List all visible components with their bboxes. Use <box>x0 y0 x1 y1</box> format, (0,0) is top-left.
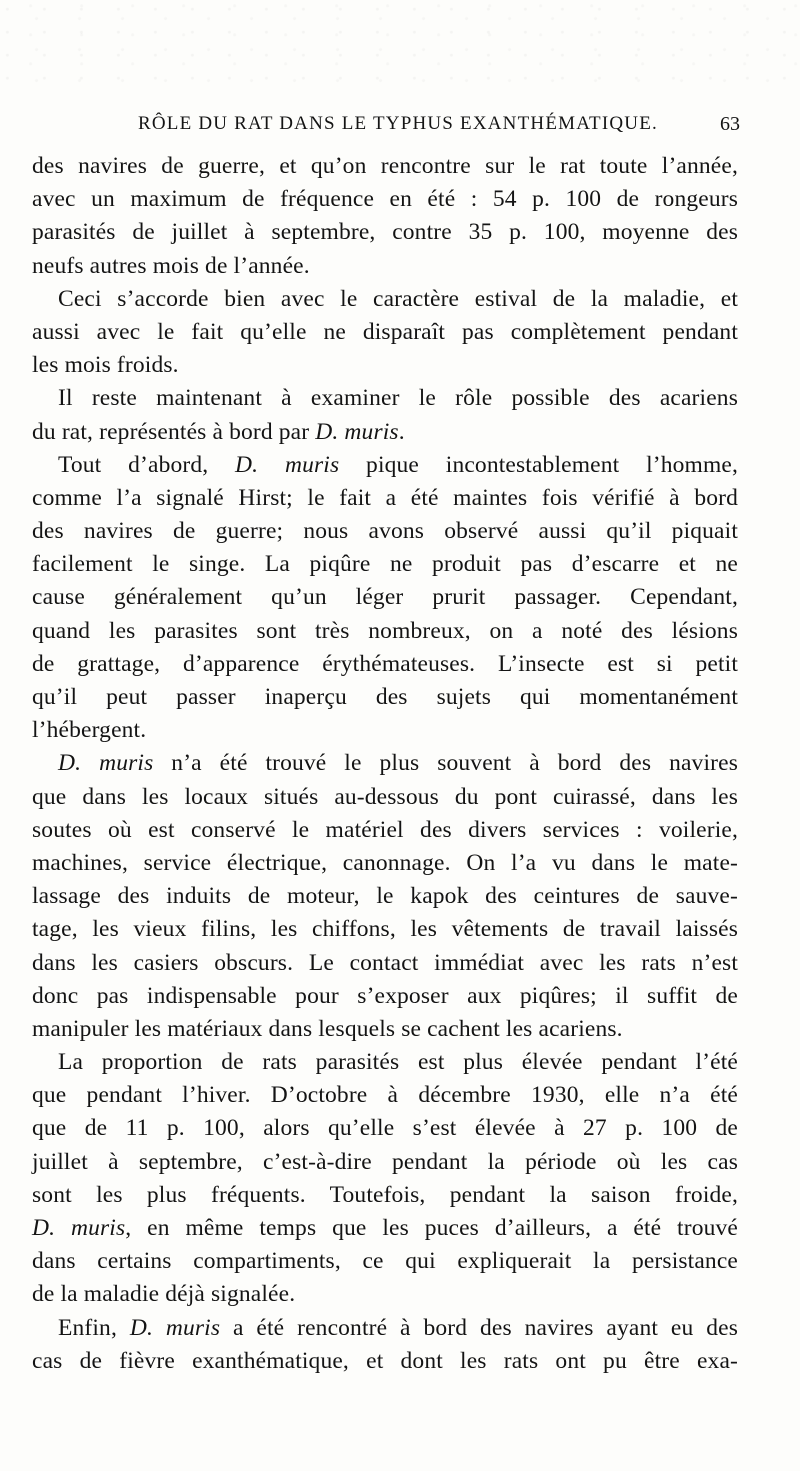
text-line: dans les casiers obscurs. Le contact immédiat avec les rats n’est <box>32 949 738 976</box>
paper-texture <box>0 0 800 90</box>
text-line: Enfin, D. muris a été rencontré à bord des navires ayant eu des <box>58 1314 738 1341</box>
text-line: Ceci s’accorde bien avec le caractère estival de la maladie, et <box>58 285 738 312</box>
text-line: qu’il peut passer inaperçu des sujets qui momentanément <box>32 684 738 710</box>
text-line: sont les plus fréquents. Toutefois, pendant la saison froide, <box>32 1181 738 1208</box>
page-number: 63 <box>720 113 740 135</box>
text-line: neufs autres mois de l’année. <box>32 252 310 279</box>
text-line: manipuler les matériaux dans lesquels se cachent les acariens. <box>32 1015 623 1042</box>
text-line: cause généralement qu’un léger prurit passager. Cependant, <box>32 584 738 611</box>
species-name: D. muris <box>129 1314 221 1341</box>
text-line: avec un maximum de fréquence en été : 54 p. 100 de rongeurs <box>32 186 738 213</box>
species-name: D. muris <box>315 418 399 445</box>
text-line: quand les parasites sont très nombreux, on a noté des lésions <box>32 617 738 644</box>
text-line: soutes où est conservé le matériel des divers services : voilerie, <box>32 816 738 843</box>
text-line: Il reste maintenant à examiner le rôle possible des acariens <box>58 385 738 412</box>
text-line: que dans les locaux situés au-dessous du pont cuirassé, dans les <box>32 783 738 810</box>
text-line: comme l’a signalé Hirst; le fait a été maintes fois vérifié à bord <box>32 484 738 511</box>
text-line: aussi avec le fait qu’elle ne disparaît pas complètement pendant <box>32 318 738 345</box>
text-line: du rat, représentés à bord par D. muris. <box>32 418 405 445</box>
text-line: parasités de juillet à septembre, contre 35 p. 100, moyenne des <box>32 219 738 246</box>
text-line: les mois froids. <box>32 352 179 379</box>
text-line: Tout d’abord, D. muris pique incontestablement l’homme, <box>58 451 738 478</box>
text-line: facilement le singe. La piqûre ne produit pas d’escarre et ne <box>32 551 738 578</box>
text-line: l’hébergent. <box>32 717 147 744</box>
species-name: D. muris <box>235 451 340 478</box>
text-line: que de 11 p. 100, alors qu’elle s’est élevée à 27 p. 100 de <box>32 1115 738 1142</box>
text-line: de la maladie déjà signalée. <box>32 1281 296 1308</box>
text-line: lassage des induits de moteur, le kapok des ceintures de sauve- <box>32 883 738 910</box>
species-name: D. muris <box>32 1215 126 1241</box>
text-line: de grattage, d’apparence érythémateuses. L’insecte est si petit <box>32 650 738 677</box>
text-line: cas de fièvre exanthématique, et dont les rats ont pu être exa- <box>32 1347 738 1374</box>
text-line: des navires de guerre; nous avons observé aussi qu’il piquait <box>32 518 738 545</box>
text-line: tage, les vieux filins, les chiffons, les vêtements de travail laissés <box>32 916 738 943</box>
text-line: des navires de guerre, et qu’on rencontre sur le rat toute l’année, <box>32 153 738 179</box>
species-name: D. muris <box>58 750 154 777</box>
running-title: RÔLE DU RAT DANS LE TYPHUS EXANTHÉMATIQUE. <box>138 113 658 134</box>
text-line: dans certains compartiments, ce qui expliquerait la persistance <box>32 1248 738 1275</box>
text-line: juillet à septembre, c’est-à-dire pendant la période où les cas <box>32 1148 738 1175</box>
body-text <box>32 150 738 1378</box>
text-line: donc pas indispensable pour s’exposer aux piqûres; il suffit de <box>32 982 738 1009</box>
running-head <box>58 113 740 143</box>
text-line: La proportion de rats parasités est plus élevée pendant l’été <box>58 1049 738 1076</box>
text-line: D. muris n’a été trouvé le plus souvent à bord des navires <box>58 750 738 777</box>
text-line: machines, service électrique, canonnage. On l’a vu dans le mate- <box>32 849 738 876</box>
text-line: D. muris, en même temps que les puces d’ailleurs, a été trouvé <box>32 1215 738 1241</box>
text-line: que pendant l’hiver. D’octobre à décembre 1930, elle n’a été <box>32 1082 738 1109</box>
